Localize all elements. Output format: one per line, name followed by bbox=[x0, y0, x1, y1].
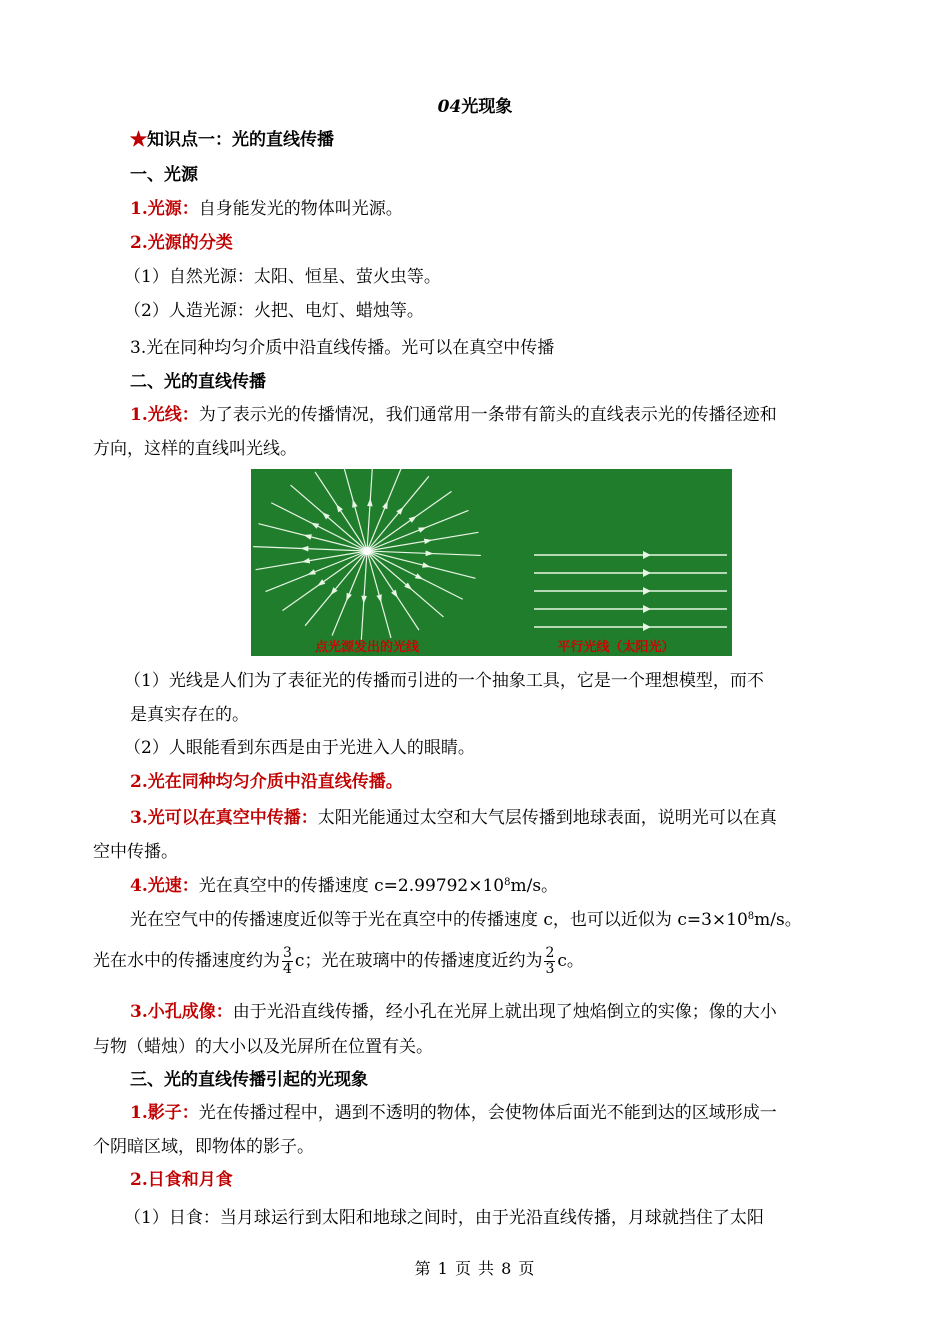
parallel-ray-arrow bbox=[643, 605, 651, 613]
ray-line bbox=[367, 551, 391, 638]
ray-arrow bbox=[424, 539, 432, 545]
light-ray-diagram bbox=[251, 469, 732, 656]
page-title: 04光现象 bbox=[437, 97, 513, 117]
knowledge-point-heading: ★知识点一：光的直线传播 bbox=[130, 130, 334, 150]
note-ray-model-cont: 是真实存在的。 bbox=[130, 705, 249, 725]
paragraph-propagation-note: 3.光在同种均匀介质中沿直线传播。光可以在真空中传播 bbox=[130, 338, 555, 358]
ray-arrow bbox=[361, 596, 367, 604]
paragraph-eclipse-heading: 2.日食和月食 bbox=[130, 1170, 233, 1190]
paragraph-classification-heading: 2.光源的分类 bbox=[130, 233, 233, 253]
parallel-rays bbox=[534, 551, 727, 631]
paragraph-vacuum: 3.光可以在真空中传播：太阳光能通过太空和大气层传播到地球表面，说明光可以在真 bbox=[130, 808, 777, 828]
ray-line bbox=[367, 551, 419, 630]
paragraph-vacuum-cont: 空中传播。 bbox=[93, 842, 178, 862]
parallel-ray-arrow bbox=[643, 623, 651, 631]
section-heading-phenomena: 三、光的直线传播引起的光现象 bbox=[130, 1070, 368, 1090]
ray-arrow bbox=[303, 534, 311, 539]
ray-line bbox=[361, 551, 367, 640]
section-heading-light-source: 一、光源 bbox=[130, 165, 198, 185]
fraction-two-thirds: $\frac{2}{3}$ bbox=[545, 945, 555, 977]
ray-arrow bbox=[376, 594, 381, 602]
ray-line bbox=[266, 551, 367, 592]
light-ray-figure bbox=[251, 469, 732, 656]
paragraph-light-ray: 1.光线：为了表示光的传播情况，我们通常用一条带有箭头的直线表示光的传播径迹和 bbox=[130, 405, 777, 425]
ray-arrow bbox=[300, 546, 308, 552]
note-ray-model: （1）光线是人们为了表征光的传播而引进的一个抽象工具，它是一个理想模型，而不 bbox=[124, 671, 764, 691]
ray-arrow bbox=[317, 579, 325, 586]
paragraph-solar-eclipse: （1）日食：当月球运行到太阳和地球之间时，由于光沿直线传播，月球就挡住了太阳 bbox=[124, 1208, 764, 1228]
ray-arrow bbox=[422, 562, 430, 567]
paragraph-pinhole: 3.小孔成像：由于光沿直线传播，经小孔在光屏上就出现了烛焰倒立的实像；像的大小 bbox=[130, 1002, 777, 1022]
ray-line bbox=[367, 510, 468, 551]
ray-arrow bbox=[418, 527, 426, 533]
note-eye: （2）人眼能看到东西是由于光进入人的眼睛。 bbox=[124, 738, 475, 758]
ray-arrow bbox=[391, 590, 398, 598]
ray-line bbox=[315, 472, 367, 551]
ray-arrow bbox=[336, 504, 343, 512]
paragraph-air-speed: 光在空气中的传播速度近似等于光在真空中的传播速度 c，也可以近似为 $c=3\times 10^8m/s$。 bbox=[130, 910, 802, 930]
ray-arrow bbox=[382, 501, 388, 509]
paragraph-shadow: 1.影子：光在传播过程中，遇到不透明的物体，会使物体后面光不能到达的区域形成一 bbox=[130, 1103, 777, 1123]
caption-point-source: 点光源发出的光线 bbox=[314, 640, 420, 655]
paragraph-shadow-cont: 个阴暗区域，即物体的影子。 bbox=[93, 1137, 314, 1157]
ray-arrow bbox=[346, 593, 352, 601]
parallel-ray-arrow bbox=[643, 551, 651, 559]
list-item-artificial-sources: （2）人造光源：火把、电灯、蜡烛等。 bbox=[124, 301, 424, 321]
paragraph-light-source: 1.光源：自身能发光的物体叫光源。 bbox=[130, 199, 403, 219]
paragraph-light-speed: 4.光速：光在真空中的传播速度 $c=2.99792\times 10^8m/s$。 bbox=[130, 876, 559, 896]
ray-line bbox=[256, 551, 367, 570]
star-icon: ★ bbox=[130, 130, 147, 150]
section-heading-straight-line: 二、光的直线传播 bbox=[130, 372, 266, 392]
ray-arrow bbox=[409, 516, 417, 523]
paragraph-water-glass-speed: 光在水中的传播速度约为 $\frac{3}{4}$ c；光在玻璃中的传播速度近约为 $\frac{2}{3}$ c。 bbox=[93, 945, 584, 977]
page-footer: 第 1 页 共 8 页 bbox=[414, 1259, 536, 1278]
ray-arrow bbox=[352, 499, 357, 507]
parallel-ray-arrow bbox=[643, 569, 651, 577]
ray-arrow bbox=[302, 558, 310, 564]
ray-arrow bbox=[307, 569, 315, 575]
ray-arrow bbox=[415, 573, 423, 579]
paragraph-pinhole-cont: 与物（蜡烛）的大小以及光屏所在位置有关。 bbox=[93, 1037, 433, 1057]
parallel-ray-arrow bbox=[643, 587, 651, 595]
point-source-dot bbox=[363, 547, 371, 555]
ray-arrow bbox=[367, 498, 373, 506]
ray-line bbox=[367, 532, 478, 551]
paragraph-light-ray-cont: 方向，这样的直线叫光线。 bbox=[93, 439, 297, 459]
caption-parallel-rays: 平行光线（太阳光） bbox=[557, 640, 675, 655]
ray-arrow bbox=[426, 550, 434, 556]
fraction-three-quarters: $\frac{3}{4}$ bbox=[283, 945, 292, 977]
paragraph-uniform-medium: 2.光在同种均匀介质中沿直线传播。 bbox=[130, 772, 403, 792]
ray-arrow bbox=[311, 523, 319, 529]
list-item-natural-sources: （1）自然光源：太阳、恒星、萤火虫等。 bbox=[124, 267, 441, 287]
ray-line bbox=[343, 469, 367, 551]
